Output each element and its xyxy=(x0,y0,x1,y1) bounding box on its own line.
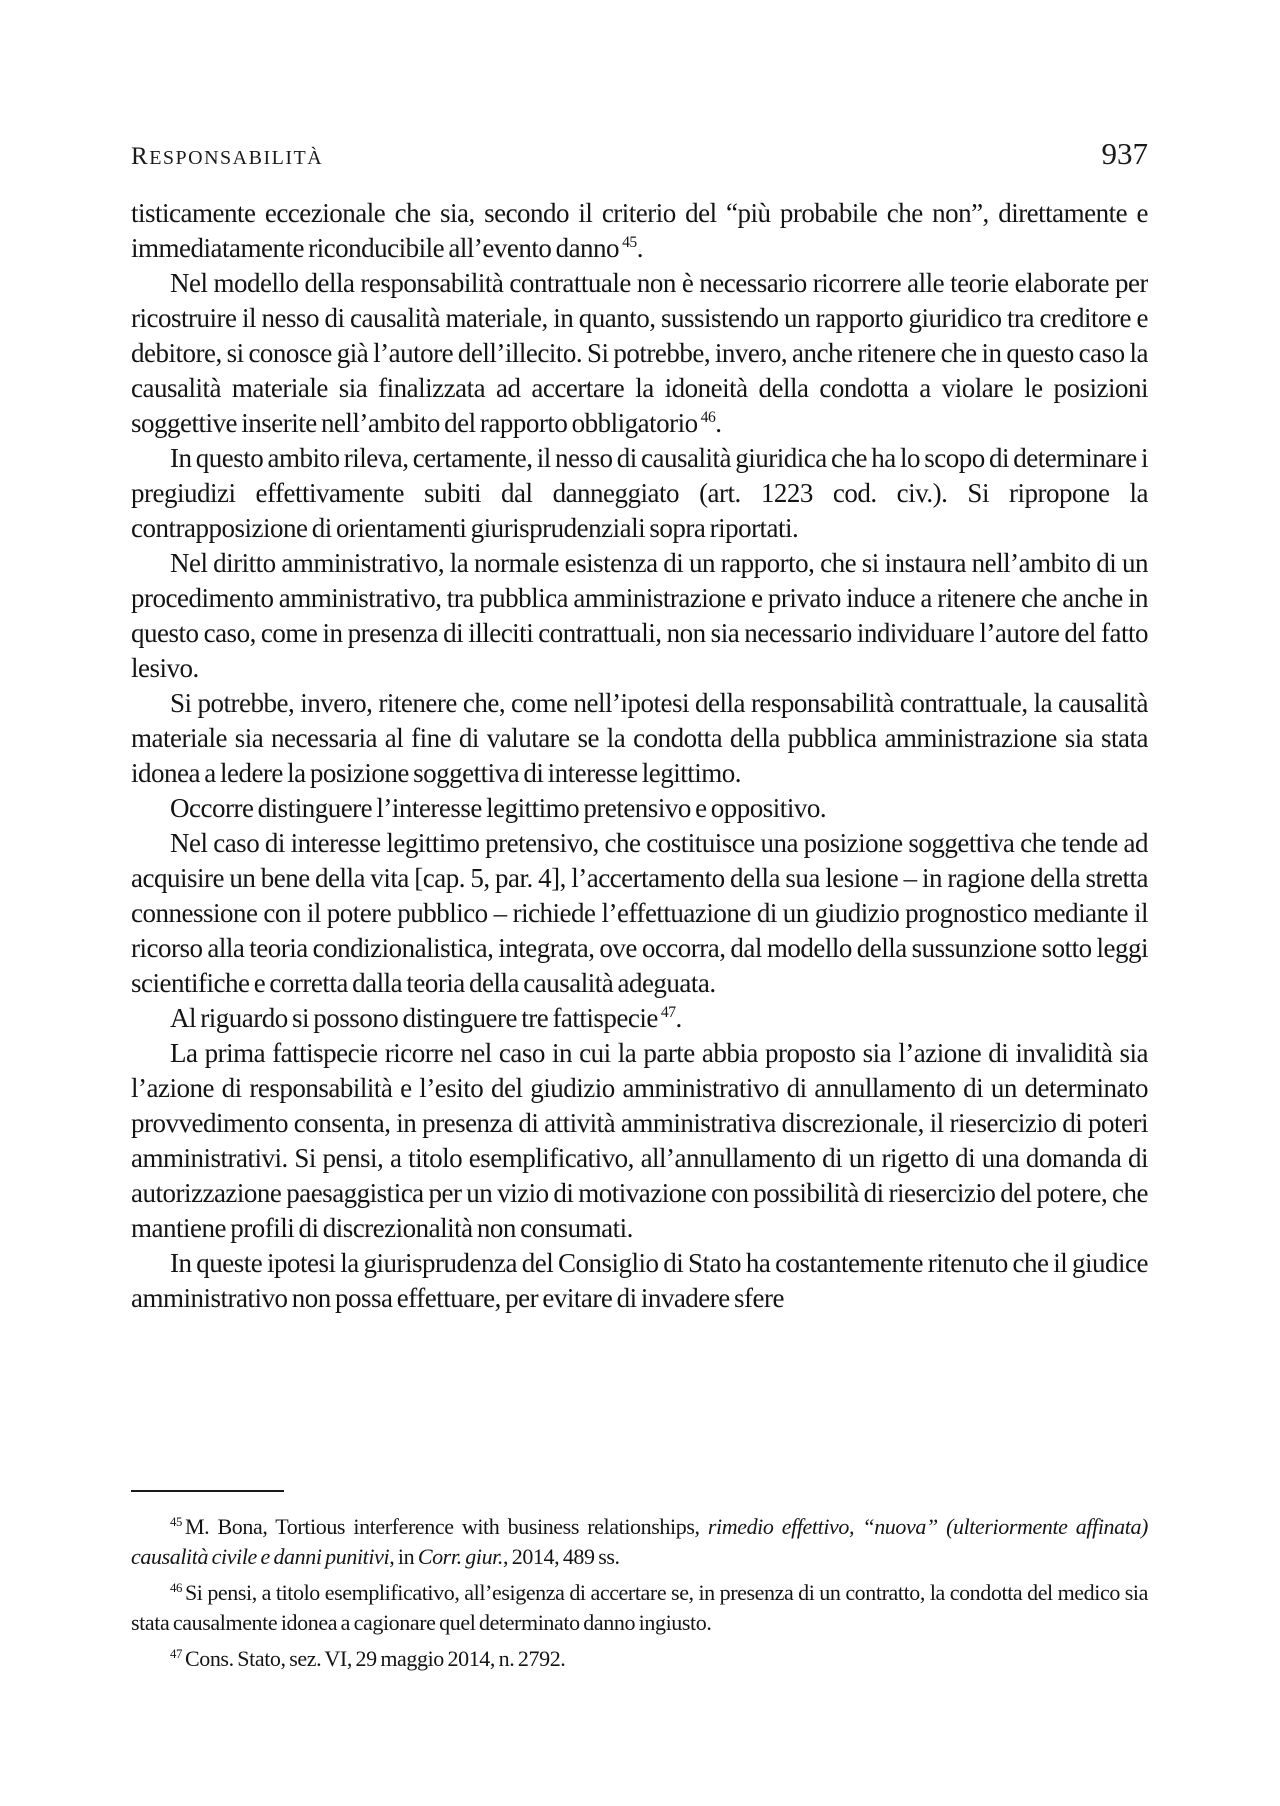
text-run: Occorre distinguere l’interesse legittimo pretensivo e oppositivo. xyxy=(170,793,827,823)
footnote-number: 46 xyxy=(170,1580,182,1595)
paragraph xyxy=(131,1036,1148,1246)
paragraph xyxy=(131,1246,1148,1316)
paragraph xyxy=(131,546,1148,686)
text-run: La prima fattispecie ricorre nel caso in cui la parte abbia proposto sia l’azione di invalidità sia l’azione di responsabilità e l’esito del giudizio amministrativo di annullamento di un determinato provvedimento consenta, in presenza di attività amministrativa discrezionale, il riesercizio di poteri amministrativi. Si pensi, a titolo esemplificativo, all’annullamento di un rigetto di una domanda di autorizzazione paesaggistica per un vizio di motivazione con possibilità di riesercizio del potere, che mantiene profili di discrezionalità non consumati. xyxy=(131,1038,1148,1243)
footnotes-section xyxy=(131,1490,1148,1680)
paragraph xyxy=(131,826,1148,1001)
text-run: Nel modello della responsabilità contrattuale non è necessario ricorrere alle teorie elaborate per ricostruire il nesso di causalità materiale, in quanto, sussistendo un rapporto giuridico tra creditore e debitore, si conosce già l’autore dell’illecito. Si potrebbe, invero, anche ritenere che in questo caso la causalità materiale sia finalizzata ad accertare la idoneità della condotta a violare le posizioni soggettive inserite nell’ambito del rapporto obbligatorio xyxy=(131,268,1148,438)
italic-text-run: rimedio effettivo, “nuova” (ulteriormente affinata) causalità civile e danni punitivi xyxy=(131,1514,1148,1569)
text-run: Nel diritto amministrativo, la normale esistenza di un rapporto, che si instaura nell’ambito di un procedimento amministrativo, tra pubblica amministrazione e privato induce a ritenere che anche in questo caso, come in presenza di illeciti contrattuali, non sia necessario individuare l’autore del fatto lesivo. xyxy=(131,548,1148,683)
text-run: M. Bona, Tortious interference with business relationships, xyxy=(184,1514,708,1539)
footnote xyxy=(131,1578,1148,1638)
footnotes-list xyxy=(131,1512,1148,1674)
footnote xyxy=(131,1644,1148,1674)
text-run: , 2014, 489 ss. xyxy=(503,1544,620,1569)
paragraph xyxy=(131,686,1148,791)
text-run: Nel caso di interesse legittimo pretensivo, che costituisce una posizione soggettiva che tende ad acquisire un bene della vita [cap. 5, par. 4], l’accertamento della sua lesione – in ragione della stretta connessione con il potere pubblico – richiede l’effettuazione di un giudizio prognostico mediante il ricorso alla teoria condizionalistica, integrata, ove occorra, dal modello della sussunzione sotto leggi scientifiche e corretta dalla teoria della causalità adeguata. xyxy=(131,828,1148,998)
body-text xyxy=(131,196,1148,1316)
text-run: . xyxy=(715,408,722,438)
paragraph xyxy=(131,791,1148,826)
paragraph xyxy=(131,1001,1148,1036)
footnote-separator-rule xyxy=(131,1490,284,1492)
footnote-ref: 46 xyxy=(700,409,716,426)
text-run: . xyxy=(675,1003,682,1033)
footnote-number: 47 xyxy=(170,1646,182,1661)
text-run: Al riguardo si possono distinguere tre fattispecie xyxy=(170,1003,658,1033)
text-run: tisticamente eccezionale che sia, secondo il criterio del “più probabile che non”, direttamente e immediatamente riconducibile all’evento danno xyxy=(131,198,1148,263)
footnote xyxy=(131,1512,1148,1572)
text-run: In queste ipotesi la giurisprudenza del Consiglio di Stato ha costantemente ritenuto che il giudice amministrativo non possa effettuare, per evitare di invadere sfere xyxy=(131,1248,1148,1313)
paragraph xyxy=(131,441,1148,546)
paragraph xyxy=(131,266,1148,441)
page-header xyxy=(131,136,1148,172)
text-run: Cons. Stato, sez. VI, 29 maggio 2014, n. 2792. xyxy=(184,1646,566,1671)
text-run: In questo ambito rileva, certamente, il nesso di causalità giuridica che ha lo scopo di determinare i pregiudizi effettivamente subiti dal danneggiato (art. 1223 cod. civ.). Si ripropone la contrapposizione di orientamenti giurisprudenziali sopra riportati. xyxy=(131,443,1148,543)
text-run: Si potrebbe, invero, ritenere che, come nell’ipotesi della responsabilità contrattuale, la causalità materiale sia necessaria al fine di valutare se la condotta della pubblica amministrazione sia stata idonea a ledere la posizione soggettiva di interesse legittimo. xyxy=(131,688,1148,788)
text-run: Si pensi, a titolo esemplificativo, all’esigenza di accertare se, in presenza di un contratto, la condotta del medico sia stata causalmente idonea a cagionare quel determinato danno ingiusto. xyxy=(131,1580,1148,1635)
paragraph xyxy=(131,196,1148,266)
footnote-ref: 47 xyxy=(660,1004,676,1021)
text-run: , in xyxy=(389,1544,418,1569)
footnote-number: 45 xyxy=(170,1514,182,1529)
text-run: . xyxy=(636,233,643,263)
page-number: 937 xyxy=(1101,136,1148,171)
italic-text-run: Corr. giur. xyxy=(417,1544,504,1569)
running-head: RESPONSABILITÀ xyxy=(131,143,324,170)
footnote-ref: 45 xyxy=(622,234,637,251)
